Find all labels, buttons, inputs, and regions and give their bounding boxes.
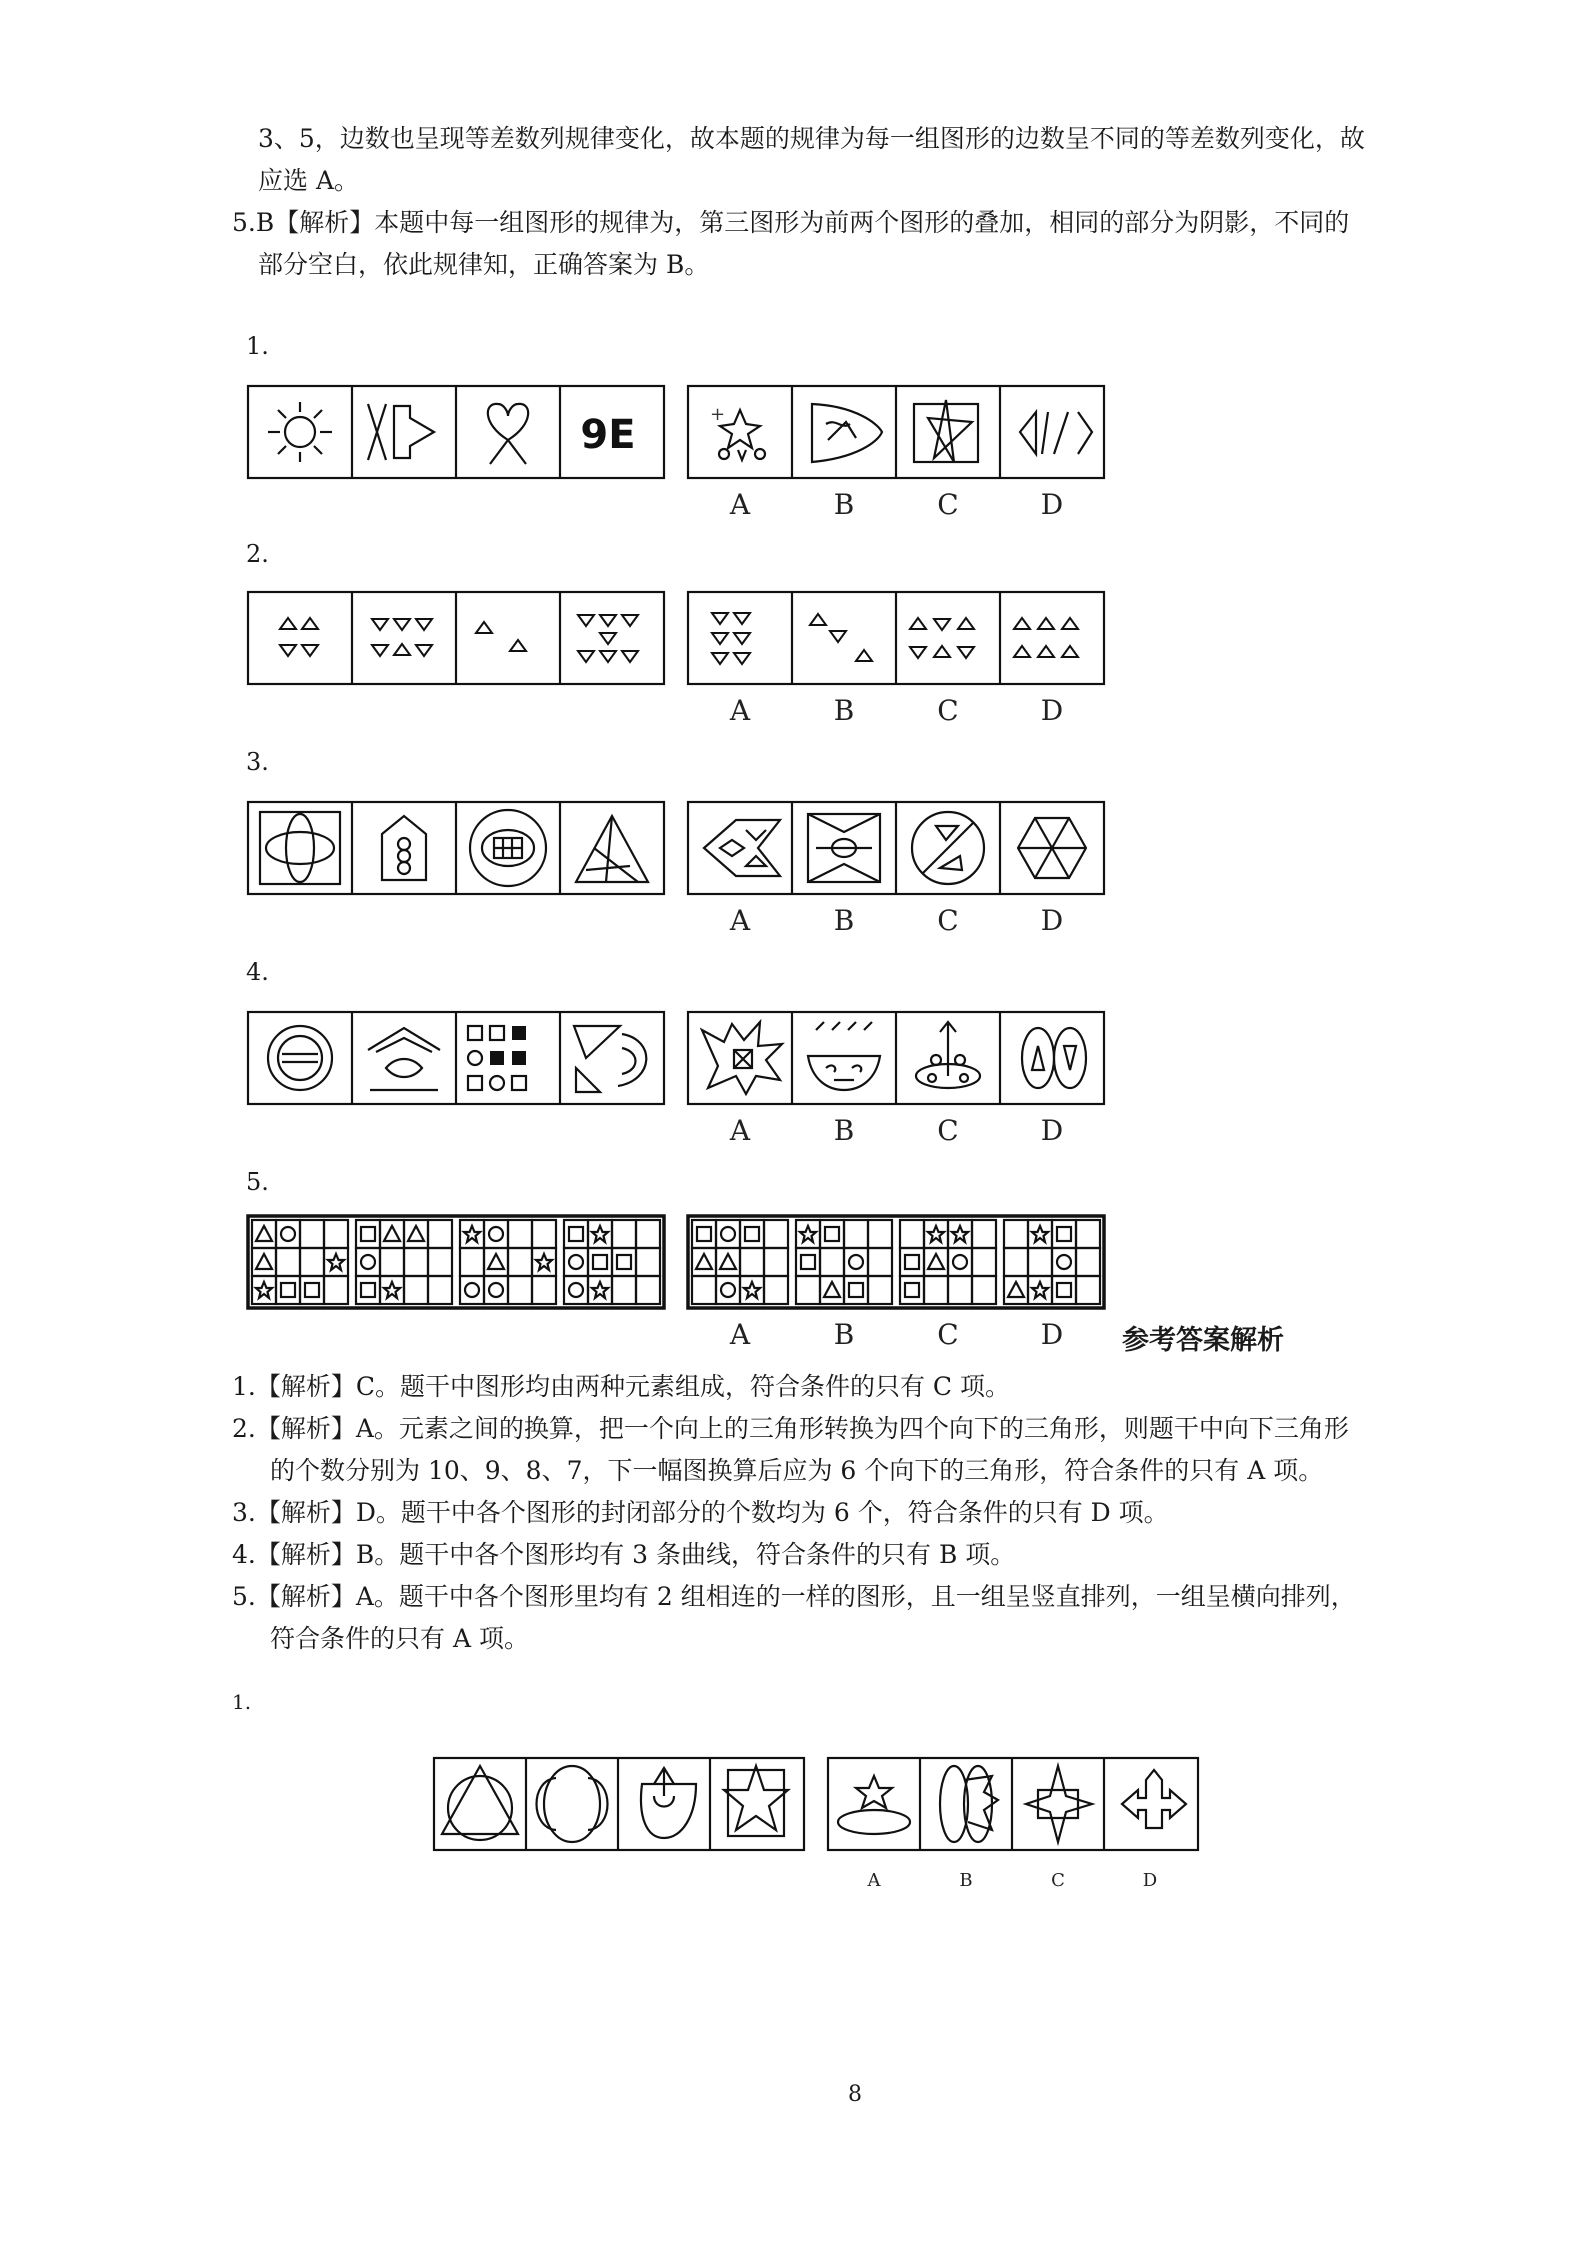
symbol-grid bbox=[692, 1220, 788, 1304]
option-a-label: A bbox=[729, 1318, 751, 1351]
symbol-grid bbox=[1004, 1220, 1100, 1304]
option-b-label: B bbox=[833, 904, 855, 937]
option-d-label: D bbox=[1040, 1114, 1064, 1147]
sun-symbol bbox=[268, 402, 332, 462]
option-b-figure bbox=[812, 404, 882, 462]
option-c-label: C bbox=[937, 1318, 959, 1351]
answer-3: 3.【解析】D。题干中各个图形的封闭部分的个数均为 6 个，符合条件的只有 D 项。 bbox=[232, 1498, 1169, 1527]
option-c-label: C bbox=[937, 1114, 959, 1147]
option-d-label: D bbox=[1040, 694, 1064, 727]
option-c-label: C bbox=[937, 488, 959, 521]
paragraph-line: 应选 A。 bbox=[258, 166, 360, 195]
symbol-grid bbox=[796, 1220, 892, 1304]
answer-5-line-1: 5.【解析】A。题干中各个图形里均有 2 组相连的一样的图形，且一组呈竖直排列，一组呈横向排列， bbox=[232, 1582, 1356, 1611]
option-d-label: D bbox=[1040, 904, 1064, 937]
answers-title: 参考答案解析 bbox=[1122, 1325, 1284, 1356]
option-c-label: C bbox=[937, 904, 959, 937]
symbol-grid bbox=[460, 1220, 556, 1304]
question-number: 2. bbox=[246, 540, 269, 568]
option-a-label: A bbox=[729, 1114, 751, 1147]
answer-2-line-2: 的个数分别为 10、9、8、7，下一幅图换算后应为 6 个向下的三角形，符合条件的只有 A 项。 bbox=[270, 1456, 1324, 1485]
option-a-label: A bbox=[729, 488, 751, 521]
symbol-grid bbox=[564, 1220, 660, 1304]
triangle-pattern bbox=[280, 613, 1078, 664]
question-5-figure bbox=[246, 1214, 1116, 1354]
paragraph-line: 5.B【解析】本题中每一组图形的规律为，第三图形为前两个图形的叠加，相同的部分为阴影，不同的 bbox=[232, 208, 1350, 237]
question-1-figure bbox=[246, 384, 1116, 524]
option-b-label: B bbox=[959, 1870, 973, 1891]
answer-2-line-1: 2.【解析】A。元素之间的换算，把一个向上的三角形转换为四个向下的三角形，则题干中向下三角形 bbox=[232, 1414, 1349, 1443]
symbol-grids bbox=[252, 1220, 1100, 1304]
stem-shapes bbox=[442, 1766, 788, 1842]
question-number: 5. bbox=[246, 1168, 269, 1196]
option-b-label: B bbox=[833, 694, 855, 727]
svg-text:+: + bbox=[710, 404, 726, 425]
question-4-figure bbox=[246, 1010, 1116, 1150]
bottom-question-figure bbox=[432, 1756, 1202, 1896]
symbol-grid bbox=[900, 1220, 996, 1304]
stem-shapes bbox=[268, 1026, 646, 1092]
question-1-text-9E: 9E bbox=[580, 412, 636, 458]
paragraph-line: 部分空白，依此规律知，正确答案为 B。 bbox=[258, 250, 710, 279]
cross-arrow-symbol bbox=[368, 404, 434, 460]
option-a-label: A bbox=[729, 694, 751, 727]
question-number: 1. bbox=[232, 1690, 252, 1714]
answer-5-line-2: 符合条件的只有 A 项。 bbox=[270, 1624, 529, 1653]
option-a-label: A bbox=[867, 1870, 881, 1891]
option-b-label: B bbox=[833, 488, 855, 521]
option-d-label: D bbox=[1040, 488, 1064, 521]
question-number: 4. bbox=[246, 958, 269, 986]
question-3-figure bbox=[246, 800, 1116, 940]
option-shapes bbox=[702, 1022, 1086, 1094]
option-b-label: B bbox=[833, 1318, 855, 1351]
option-d-label: D bbox=[1040, 1318, 1064, 1351]
paragraph-line: 3、5，边数也呈现等差数列规律变化，故本题的规律为每一组图形的边数呈不同的等差数列变化，故 bbox=[258, 124, 1365, 153]
stem-shapes bbox=[260, 810, 648, 886]
answer-4: 4.【解析】B。题干中各个图形均有 3 条曲线，符合条件的只有 B 项。 bbox=[232, 1540, 1016, 1569]
heart-symbol bbox=[488, 404, 528, 464]
option-a-figure bbox=[710, 404, 765, 460]
symbol-grid bbox=[356, 1220, 452, 1304]
symbol-grid bbox=[252, 1220, 348, 1304]
option-c-label: C bbox=[1051, 1870, 1065, 1891]
option-c-label: C bbox=[937, 694, 959, 727]
question-number: 3. bbox=[246, 748, 269, 776]
option-b-label: B bbox=[833, 1114, 855, 1147]
option-d-figure bbox=[1020, 412, 1092, 454]
option-a-label: A bbox=[729, 904, 751, 937]
page-number: 8 bbox=[848, 2082, 862, 2107]
option-c-figure bbox=[914, 400, 978, 462]
question-2-figure bbox=[246, 590, 1116, 730]
option-d-label: D bbox=[1142, 1870, 1158, 1891]
question-number: 1. bbox=[246, 332, 269, 360]
answer-1: 1.【解析】C。题干中图形均由两种元素组成，符合条件的只有 C 项。 bbox=[232, 1372, 1011, 1401]
